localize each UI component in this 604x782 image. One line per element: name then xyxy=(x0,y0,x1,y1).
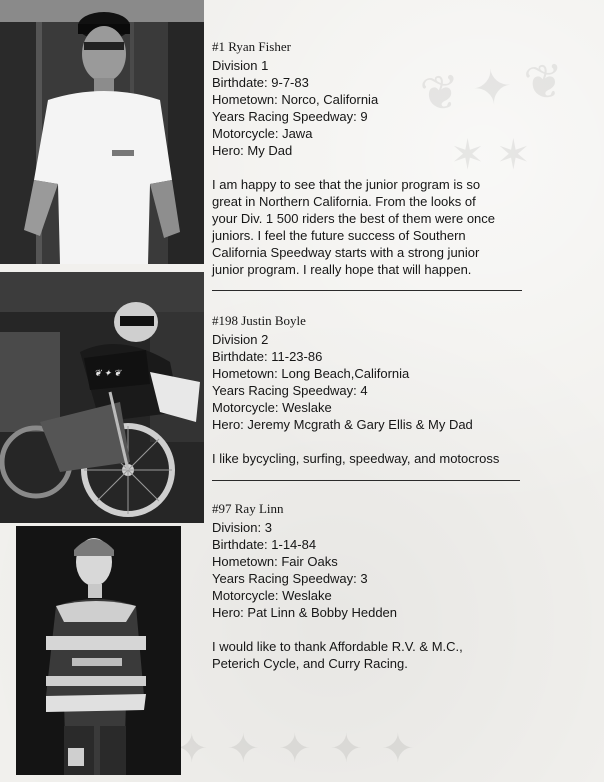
rider-birthdate: Birthdate: 9-7-83 xyxy=(212,75,309,90)
rider-statement xyxy=(212,638,552,672)
rider-profile-2 xyxy=(212,312,552,467)
statement-line: I am happy to see that the junior program is so xyxy=(212,177,481,192)
section-divider xyxy=(212,480,520,481)
rider-photo-2-illustration xyxy=(0,272,204,523)
rider-profile-3 xyxy=(212,500,552,672)
rider-years-racing: Years Racing Speedway: 9 xyxy=(212,109,368,124)
rider-motorcycle: Motorcycle: Weslake xyxy=(212,400,332,415)
rider-statement xyxy=(212,176,552,278)
statement-line: your Div. 1 500 riders the best of them were once xyxy=(212,211,496,226)
rider-motorcycle: Motorcycle: Jawa xyxy=(212,126,313,141)
statement-line: Peterich Cycle, and Curry Racing. xyxy=(212,656,408,671)
rider-hometown: Hometown: Norco, California xyxy=(212,92,379,107)
rider-years-racing: Years Racing Speedway: 4 xyxy=(212,383,368,398)
rider-photo-3 xyxy=(16,526,181,775)
statement-line: junior program. I really hope that will happen. xyxy=(212,262,472,277)
svg-text:❦ ✦ ❦: ❦ ✦ ❦ xyxy=(94,368,122,378)
section-divider xyxy=(212,290,522,291)
rider-statement xyxy=(212,450,552,467)
rider-name: #1 Ryan Fisher xyxy=(212,39,291,54)
rider-name: #97 Ray Linn xyxy=(212,501,284,516)
rider-motorcycle: Motorcycle: Weslake xyxy=(212,588,332,603)
rider-division: Division: 3 xyxy=(212,520,272,535)
rider-photo-1 xyxy=(0,0,204,264)
rider-photo-3-illustration xyxy=(16,526,181,775)
rider-hero: Hero: Jeremy Mcgrath & Gary Ellis & My Dad xyxy=(212,417,473,432)
statement-line: juniors. I feel the future success of Southern xyxy=(212,228,466,243)
rider-division: Division 1 xyxy=(212,58,269,73)
rider-hero: Hero: My Dad xyxy=(212,143,293,158)
rider-birthdate: Birthdate: 1-14-84 xyxy=(212,537,317,552)
rider-hometown: Hometown: Fair Oaks xyxy=(212,554,338,569)
rider-hero: Hero: Pat Linn & Bobby Hedden xyxy=(212,605,398,620)
statement-line: I like bycycling, surfing, speedway, and motocross xyxy=(212,451,500,466)
statement-line: I would like to thank Affordable R.V. & M.C., xyxy=(212,639,463,654)
rider-birthdate: Birthdate: 11-23-86 xyxy=(212,349,323,364)
rider-years-racing: Years Racing Speedway: 3 xyxy=(212,571,368,586)
rider-hometown: Hometown: Long Beach,California xyxy=(212,366,410,381)
rider-photo-2 xyxy=(0,272,204,523)
rider-division: Division 2 xyxy=(212,332,269,347)
rider-name: #198 Justin Boyle xyxy=(212,313,306,328)
statement-line: great in Northern California. From the looks of xyxy=(212,194,476,209)
rider-profile-1 xyxy=(212,38,552,278)
rider-photo-1-illustration xyxy=(0,0,204,264)
statement-line: California Speedway starts with a strong junior xyxy=(212,245,480,260)
